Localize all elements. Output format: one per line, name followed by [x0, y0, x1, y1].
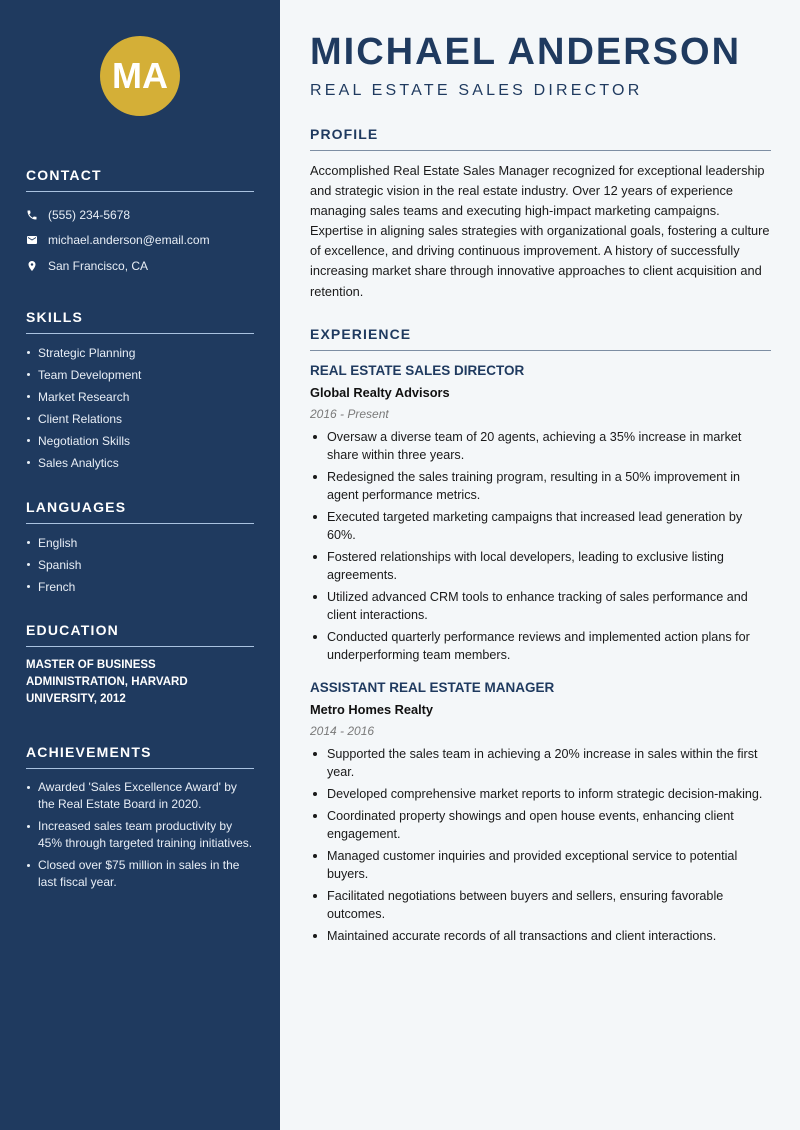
- contact-heading: CONTACT: [26, 167, 254, 192]
- skill-item: Negotiation Skills: [26, 432, 254, 454]
- job-title: REAL ESTATE SALES DIRECTOR: [310, 362, 525, 378]
- job-bullet: Facilitated negotiations between buyers and sellers, ensuring favorable outcomes.: [310, 887, 771, 923]
- skill-item: Client Relations: [26, 410, 254, 432]
- contact-email: [26, 228, 254, 254]
- achievements-list: [26, 779, 254, 891]
- company-name: Global Realty Advisors: [310, 384, 450, 400]
- achievements-heading: ACHIEVEMENTS: [26, 744, 254, 769]
- languages-heading: LANGUAGES: [26, 499, 254, 524]
- profile-heading: PROFILE: [310, 126, 771, 151]
- job-bullet: Maintained accurate records of all transactions and client interactions.: [310, 927, 771, 945]
- email-text: michael.anderson@email.com: [48, 233, 210, 248]
- sidebar: [0, 0, 280, 1130]
- job-bullet: Coordinated property showings and open house events, enhancing client engagement.: [310, 807, 771, 843]
- skills-list: [26, 344, 254, 477]
- profile-section: [310, 126, 771, 302]
- job-bullet: Executed targeted marketing campaigns that increased lead generation by 60%.: [310, 508, 771, 544]
- job-bullet: Fostered relationships with local developers, leading to exclusive listing agreements.: [310, 548, 771, 584]
- avatar: MA: [100, 36, 180, 116]
- main-content: [280, 0, 800, 1130]
- profile-text: Accomplished Real Estate Sales Manager recognized for exceptional leadership and strategic vision in the real estate industry. Over 12 years of experience managing sales teams and executing high-impact marketing campaigns. Expertise in aligning sales strategies with organizational goals, fostering a culture of excellence, and driving continuous improvement. A history of successfully increasing market share through innovative approaches to client acquisition and retention.: [310, 163, 770, 299]
- job-entry: [310, 361, 771, 664]
- job-bullets: [310, 745, 771, 945]
- job-bullet: Redesigned the sales training program, resulting in a 50% improvement in agent performance metrics.: [310, 468, 771, 504]
- job-dates: 2016 - Present: [310, 406, 389, 421]
- language-item: Spanish: [26, 556, 254, 578]
- experience-heading: EXPERIENCE: [310, 326, 771, 351]
- job-bullet: Supported the sales team in achieving a 20% increase in sales within the first year.: [310, 745, 771, 781]
- education-degree: MASTER OF BUSINESS ADMINISTRATION, HARVARD UNIVERSITY, 2012: [26, 659, 188, 706]
- job-entry: [310, 678, 771, 945]
- experience-section: [310, 326, 771, 945]
- contact-location: [26, 253, 254, 279]
- achievement-item: Closed over $75 million in sales in the last fiscal year.: [26, 857, 254, 891]
- job-bullet: Oversaw a diverse team of 20 agents, achieving a 35% increase in market share within three years.: [310, 428, 771, 464]
- candidate-title: REAL ESTATE SALES DIRECTOR: [310, 82, 643, 99]
- achievement-item: Increased sales team productivity by 45% through targeted training initiatives.: [26, 818, 254, 852]
- contact-section: [26, 167, 254, 279]
- skill-item: Market Research: [26, 388, 254, 410]
- job-dates: 2014 - 2016: [310, 723, 375, 738]
- achievements-section: [26, 744, 254, 891]
- languages-section: [26, 499, 254, 601]
- candidate-name: MICHAEL ANDERSON: [310, 31, 742, 73]
- skill-item: Strategic Planning: [26, 344, 254, 366]
- job-title: ASSISTANT REAL ESTATE MANAGER: [310, 679, 555, 695]
- achievement-item: Awarded 'Sales Excellence Award' by the Real Estate Board in 2020.: [26, 779, 254, 813]
- location-pin-icon: [26, 260, 38, 272]
- job-bullet: Managed customer inquiries and provided exceptional service to potential buyers.: [310, 847, 771, 883]
- skills-heading: SKILLS: [26, 309, 254, 334]
- education-heading: EDUCATION: [26, 622, 254, 647]
- skill-item: Team Development: [26, 366, 254, 388]
- phone-icon: [26, 209, 38, 221]
- skill-item: Sales Analytics: [26, 454, 254, 476]
- job-bullet: Developed comprehensive market reports to inform strategic decision-making.: [310, 785, 771, 803]
- email-icon: [26, 234, 38, 246]
- location-text: San Francisco, CA: [48, 258, 149, 273]
- company-name: Metro Homes Realty: [310, 701, 434, 717]
- language-item: English: [26, 534, 254, 556]
- job-bullets: [310, 428, 771, 664]
- language-item: French: [26, 578, 254, 600]
- job-bullet: Utilized advanced CRM tools to enhance tracking of sales performance and client interactions.: [310, 588, 771, 624]
- education-section: [26, 622, 254, 708]
- phone-text: (555) 234-5678: [48, 207, 131, 222]
- skills-section: [26, 309, 254, 477]
- job-bullet: Conducted quarterly performance reviews and implemented action plans for underperforming team members.: [310, 628, 771, 664]
- contact-phone: [26, 202, 254, 228]
- languages-list: [26, 534, 254, 601]
